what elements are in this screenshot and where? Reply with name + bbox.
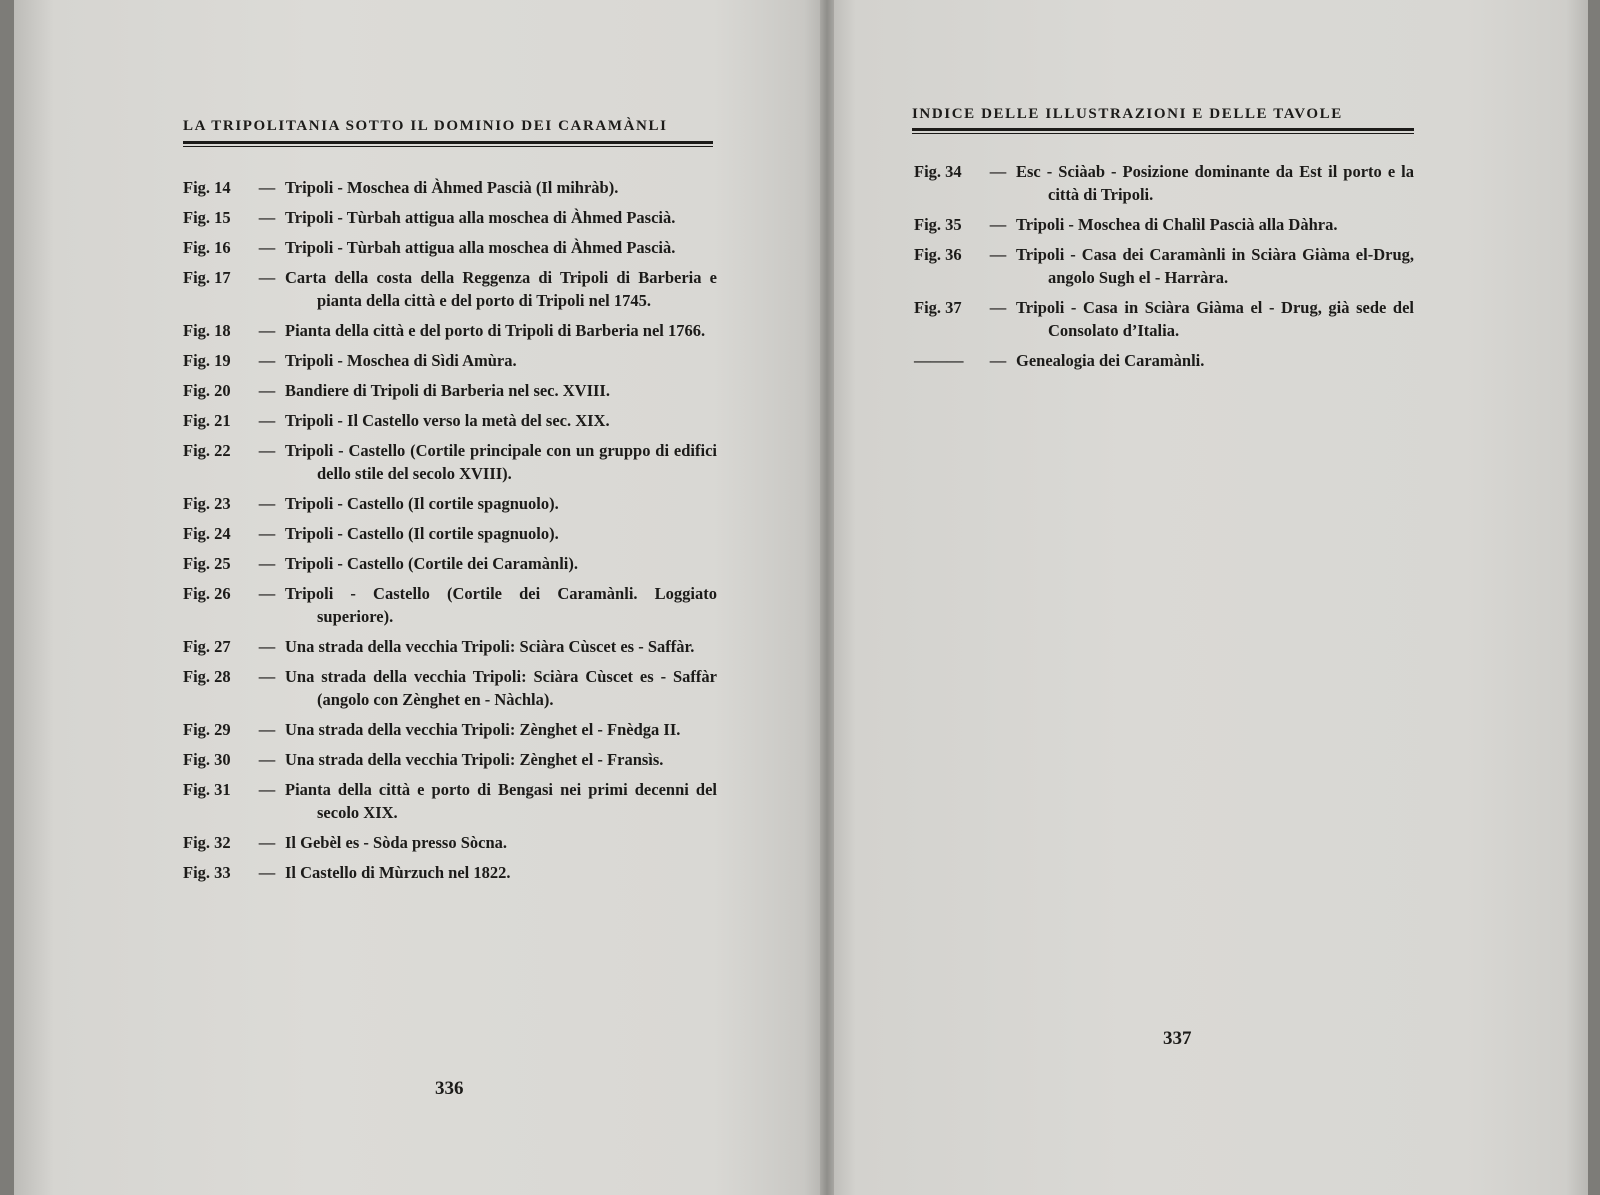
left-running-head: LA TRIPOLITANIA SOTTO IL DOMINIO DEI CARAMÀNLI — [183, 118, 668, 134]
figure-entry — [183, 552, 717, 575]
figure-label: Fig. 36 — [914, 245, 962, 264]
figure-entry — [914, 349, 1414, 372]
figure-entry — [183, 379, 717, 402]
figure-entry — [183, 748, 717, 771]
figure-caption: Tripoli - Moschea di Sìdi Amùra. — [285, 351, 517, 370]
figure-label: Fig. 37 — [914, 298, 962, 317]
entry-dash: — — [258, 494, 276, 513]
entry-dash: — — [258, 780, 276, 799]
right-figure-list — [914, 160, 1414, 379]
figure-caption: Una strada della vecchia Tripoli: Sciàra Cùscet es - Saffàr. — [285, 637, 695, 656]
figure-entry — [183, 492, 717, 515]
entry-dash: — — [258, 667, 276, 686]
right-head-rule — [912, 128, 1414, 131]
entry-dash: — — [258, 554, 276, 573]
figure-label: Fig. 15 — [183, 208, 231, 227]
figure-label: Fig. 29 — [183, 720, 231, 739]
entry-dash: — — [258, 178, 276, 197]
figure-entry — [183, 206, 717, 229]
entry-dash: — — [258, 411, 276, 430]
figure-entry — [183, 266, 717, 312]
entry-dash: — — [258, 208, 276, 227]
entry-dash: — — [989, 215, 1007, 234]
entry-dash: — — [258, 381, 276, 400]
figure-caption: Genealogia dei Caramànli. — [1016, 351, 1205, 370]
figure-caption: Tripoli - Castello (Cortile dei Caramànli). — [285, 554, 578, 573]
figure-label: Fig. 21 — [183, 411, 231, 430]
left-page-number: 336 — [435, 1078, 464, 1099]
figure-caption: Tripoli - Castello (Il cortile spagnuolo). — [285, 494, 559, 513]
figure-label: Fig. 22 — [183, 441, 231, 460]
book-gutter — [820, 0, 834, 1195]
figure-caption: Carta della costa della Reggenza di Tripoli di Barberia e pianta della città e del porto di Tripoli nel 1745. — [285, 268, 717, 310]
entry-dash: — — [258, 833, 276, 852]
entry-dash: — — [989, 298, 1007, 317]
figure-label: Fig. 19 — [183, 351, 231, 370]
figure-caption: Tripoli - Moschea di Chalìl Pascià alla Dàhra. — [1016, 215, 1338, 234]
entry-dash: — — [258, 238, 276, 257]
figure-entry — [914, 160, 1414, 206]
figure-entry — [183, 778, 717, 824]
figure-entry — [183, 635, 717, 658]
figure-label: Fig. 30 — [183, 750, 231, 769]
figure-caption: Una strada della vecchia Tripoli: Zènghet el - Fransìs. — [285, 750, 664, 769]
figure-label: Fig. 33 — [183, 863, 231, 882]
figure-entry — [183, 582, 717, 628]
figure-label: Fig. 17 — [183, 268, 231, 287]
figure-entry — [914, 296, 1414, 342]
figure-entry — [914, 243, 1414, 289]
figure-entry — [183, 665, 717, 711]
figure-entry — [183, 176, 717, 199]
figure-entry — [183, 718, 717, 741]
figure-label: Fig. 32 — [183, 833, 231, 852]
figure-entry — [183, 349, 717, 372]
entry-dash: — — [258, 268, 276, 287]
entry-dash: — — [258, 524, 276, 543]
figure-label: Fig. 18 — [183, 321, 231, 340]
figure-caption: Tripoli - Castello (Il cortile spagnuolo). — [285, 524, 559, 543]
figure-label: Fig. 31 — [183, 780, 231, 799]
figure-label: Fig. 14 — [183, 178, 231, 197]
left-head-rule — [183, 141, 713, 144]
figure-label: Fig. 20 — [183, 381, 231, 400]
figure-entry — [183, 236, 717, 259]
right-page-number: 337 — [1163, 1028, 1192, 1049]
left-figure-list — [183, 176, 717, 891]
entry-dash: — — [258, 584, 276, 603]
figure-entry — [183, 522, 717, 545]
entry-dash: — — [989, 351, 1007, 370]
entry-dash: — — [258, 637, 276, 656]
figure-label: Fig. 24 — [183, 524, 231, 543]
figure-label: Fig. 27 — [183, 637, 231, 656]
entry-dash: — — [989, 162, 1007, 181]
figure-caption: Il Castello di Mùrzuch nel 1822. — [285, 863, 511, 882]
figure-caption: Esc - Sciàab - Posizione dominante da Est il porto e la città di Tripoli. — [1016, 162, 1414, 204]
entry-dash: — — [258, 750, 276, 769]
figure-caption: Tripoli - Casa dei Caramànli in Sciàra Giàma el-Drug, angolo Sugh el - Harràra. — [1016, 245, 1414, 287]
figure-caption: Tripoli - Casa in Sciàra Giàma el - Drug, già sede del Consolato d’Italia. — [1016, 298, 1414, 340]
figure-entry — [183, 409, 717, 432]
entry-dash: — — [258, 720, 276, 739]
figure-caption: Pianta della città e porto di Bengasi nei primi decenni del secolo XIX. — [285, 780, 717, 822]
figure-label: Fig. 34 — [914, 162, 962, 181]
figure-label: Fig. 28 — [183, 667, 231, 686]
figure-caption: Il Gebèl es - Sòda presso Sòcna. — [285, 833, 508, 852]
figure-label: Fig. 16 — [183, 238, 231, 257]
figure-caption: Tripoli - Il Castello verso la metà del sec. XIX. — [285, 411, 610, 430]
figure-caption: Tripoli - Moschea di Àhmed Pascià (Il mihràb). — [285, 178, 619, 197]
figure-entry — [183, 831, 717, 854]
figure-caption: Bandiere di Tripoli di Barberia nel sec. XVIII. — [285, 381, 610, 400]
entry-dash: — — [258, 441, 276, 460]
figure-caption: Tripoli - Castello (Cortile dei Caramànli. Loggiato superiore). — [285, 584, 717, 626]
figure-caption: Pianta della città e del porto di Tripoli di Barberia nel 1766. — [285, 321, 706, 340]
figure-label: Fig. 23 — [183, 494, 231, 513]
figure-label: Fig. 25 — [183, 554, 231, 573]
figure-caption: Tripoli - Tùrbah attigua alla moschea di Àhmed Pascià. — [285, 208, 676, 227]
figure-label: ——— — [914, 351, 964, 370]
figure-caption: Una strada della vecchia Tripoli: Zènghet el - Fnèdga II. — [285, 720, 681, 739]
entry-dash: — — [258, 321, 276, 340]
entry-dash: — — [258, 351, 276, 370]
figure-label: Fig. 35 — [914, 215, 962, 234]
figure-caption: Tripoli - Castello (Cortile principale con un gruppo di edifici dello stile del secolo XVIII). — [285, 441, 717, 483]
figure-entry — [183, 439, 717, 485]
entry-dash: — — [258, 863, 276, 882]
figure-caption: Una strada della vecchia Tripoli: Sciàra Cùscet es - Saffàr (angolo con Zènghet en - Nàchla). — [285, 667, 717, 709]
right-running-head: INDICE DELLE ILLUSTRAZIONI E DELLE TAVOLE — [912, 106, 1343, 122]
figure-entry — [183, 861, 717, 884]
figure-label: Fig. 26 — [183, 584, 231, 603]
entry-dash: — — [989, 245, 1007, 264]
figure-entry — [914, 213, 1414, 236]
figure-caption: Tripoli - Tùrbah attigua alla moschea di Àhmed Pascià. — [285, 238, 676, 257]
figure-entry — [183, 319, 717, 342]
